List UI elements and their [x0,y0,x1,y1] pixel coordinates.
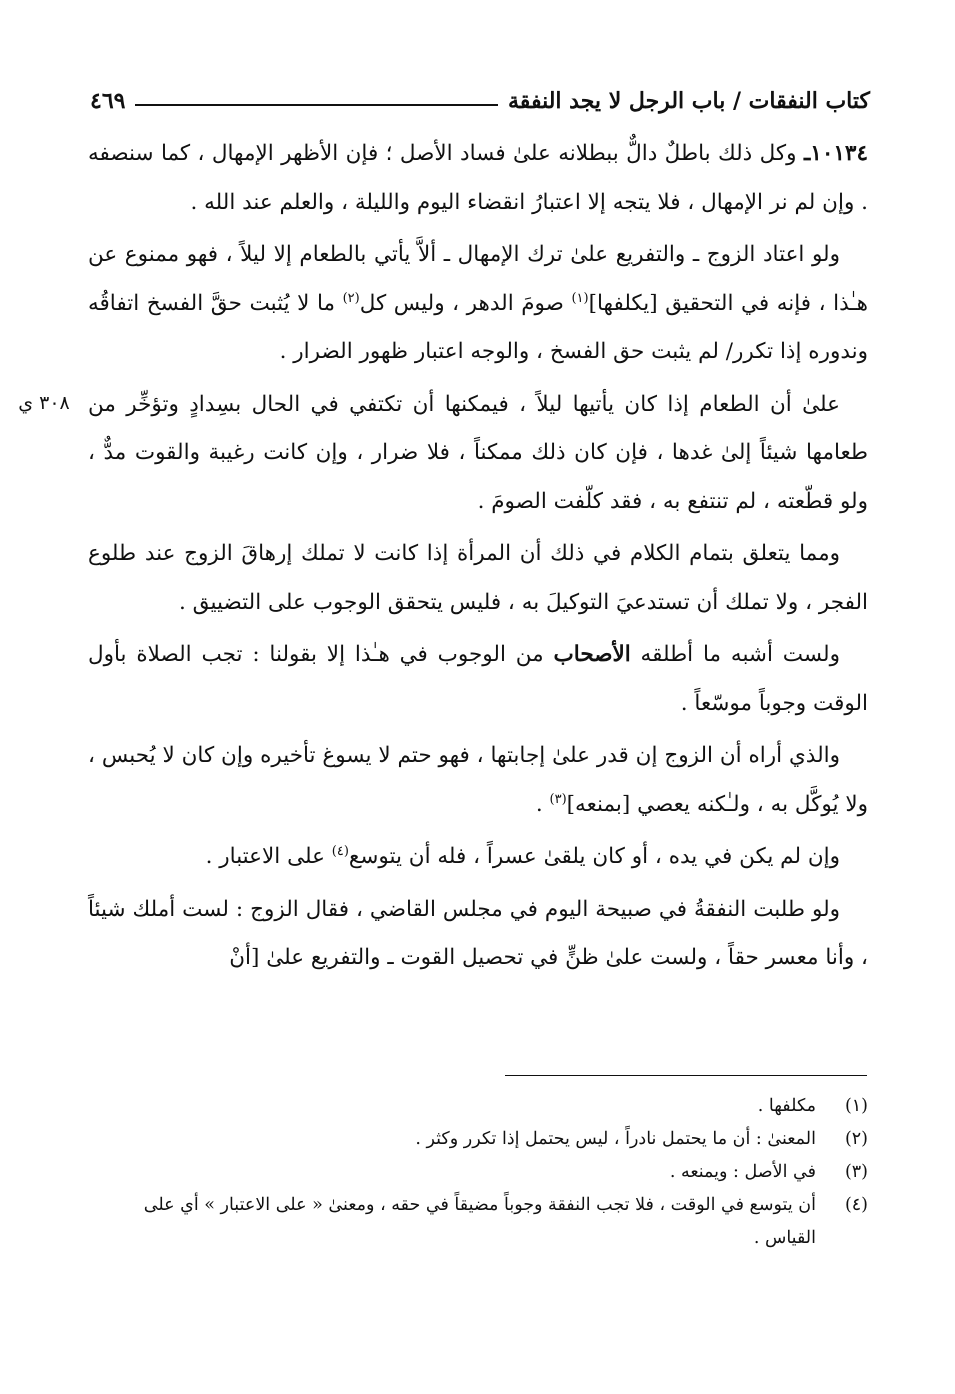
paragraph-1-text: وكل ذلك باطلٌ دالٌّ ببطلانه علىٰ فساد الأصل ؛ فإن الأظهر الإمهال ، كما سنصفه . وإن لم نر الإمهال ، فلا يتجه إلا اعتبارُ انقضاء اليوم والليلة ، والعلم عند الله . [88,141,868,215]
footnotes [88,1090,868,1255]
paragraph-4 [88,530,868,627]
header-title: كتاب النفقات / باب الرجل لا يجد النفقة [508,88,870,114]
paragraph-4-text: ومما يتعلق بتمام الكلام في ذلك أن المرأة إذا كانت لا تملك إرهاقَ الزوج عند طلوع الفجر ، ولا تملك أن تستدعيَ التوكيلَ به ، فليس يتحقق الوجوب على التضييق . [88,541,868,615]
footnote-number: (١) [844,1096,868,1116]
footnote-ref-1: (١) [571,290,589,306]
paragraph-8 [88,886,868,983]
paragraph-5-bold-term: الأصحاب [553,642,631,667]
paragraph-2 [88,231,868,377]
paragraph-7 [88,833,868,882]
footnote-ref-2: (٢) [342,290,360,306]
paragraph-5-text-a: ولست أشبه ما أطلقه [630,642,840,667]
footnote-text: في الأصل : ويمنعه . [669,1162,816,1182]
footnote-divider [505,1075,867,1076]
paragraph-2-text-a: ولو اعتاد الزوج ـ والتفريع علىٰ ترك الإمهال ـ ألاَّ يأتي بالطعام إلا ليلاً ، فهو ممنوع عن هـٰذا ، فإنه في التحقيق [يكلفها] [88,242,868,316]
page-number: ٤٦٩ [90,88,126,114]
paragraph-6-text-b: . [535,791,550,817]
paragraph-3-text: علىٰ أن الطعام إذا كان يأتيها ليلاً ، فيمكنها أن تكتفي في الحال بسِدادٍ وتؤخِّر من طعامها شيئاً إلىٰ غدها ، فإن كان ذلك ممكناً ، فلا ضرار ، وإن كانت رغيبة والقوت مدٌّ ، ولو قطّعته ، لم تنتفع به ، فقد كلّفت الصومَ . [88,391,868,514]
footnote-number: (٤) [844,1195,868,1215]
paragraph-7-text-a: وإن لم يكن في يده ، أو كان يلقىٰ عسراً ، فله أن يتوسع [348,844,840,869]
paragraph-6 [88,732,868,829]
margin-reference: ٣٠٨ ي [18,392,70,414]
main-text [88,130,868,987]
footnote-ref-3: (٣) [549,791,567,807]
footnote-text: المعنىٰ : أن ما يحتمل نادراً ، ليس يحتمل إذا تكرر وكثر . [415,1129,816,1149]
paragraph-7-text-b: على الاعتبار . [205,844,332,869]
paragraph-2-text-c: ما لا يُثبت حقَّ الفسخ اتفاقُه وندوره إذا تكرر/ لم يثبت حق الفسخ ، والوجه اعتبار ظهور الضرار . [88,290,868,364]
footnote-text: مكلفها . [757,1096,816,1116]
footnote-3 [88,1156,868,1189]
footnote-2 [88,1123,868,1156]
footnote-number: (٢) [844,1129,868,1149]
footnote-ref-4: (٤) [331,843,349,859]
footnote-number: (٣) [844,1162,868,1182]
paragraph-5-text-b: من الوجوب في هـٰذا إلا بقولنا : تجب الصلاة بأول الوقت وجوباً موسّعاً . [88,642,868,716]
running-header [90,66,870,114]
paragraph-6-text-a: والذي أراه أن الزوج إن قدر علىٰ إجابتها ، فهو حتم لا يسوغ تأخيره وإن كان لا يُحبس ، ولا يُوكَّل به ، ولـٰكنه يعصي [بمنعه] [88,743,868,817]
paragraph-2-text-b: صومَ الدهر ، وليس كل [359,290,572,316]
footnote-4 [88,1189,868,1255]
paragraph-5 [88,631,868,728]
paragraph-3 [88,381,868,527]
footnote-text: أن يتوسع في الوقت ، فلا تجب النفقة وجوباً مضيقاً في حقه ، ومعنىٰ « على الاعتبار » أي على القياس . [143,1195,816,1248]
paragraph-1 [88,130,868,227]
section-number: ١٠١٣٤ـ [803,141,869,166]
header-rule [135,104,498,106]
footnote-1 [88,1090,868,1123]
paragraph-8-text: ولو طلبت النفقةُ في صبيحة اليوم في مجلس القاضي ، فقال الزوج : لست أملك شيئاً ، وأنا معسر حقاً ، ولست علىٰ ظنٍّ في تحصيل القوت ـ والتفريع علىٰ [أنْ [88,896,868,970]
